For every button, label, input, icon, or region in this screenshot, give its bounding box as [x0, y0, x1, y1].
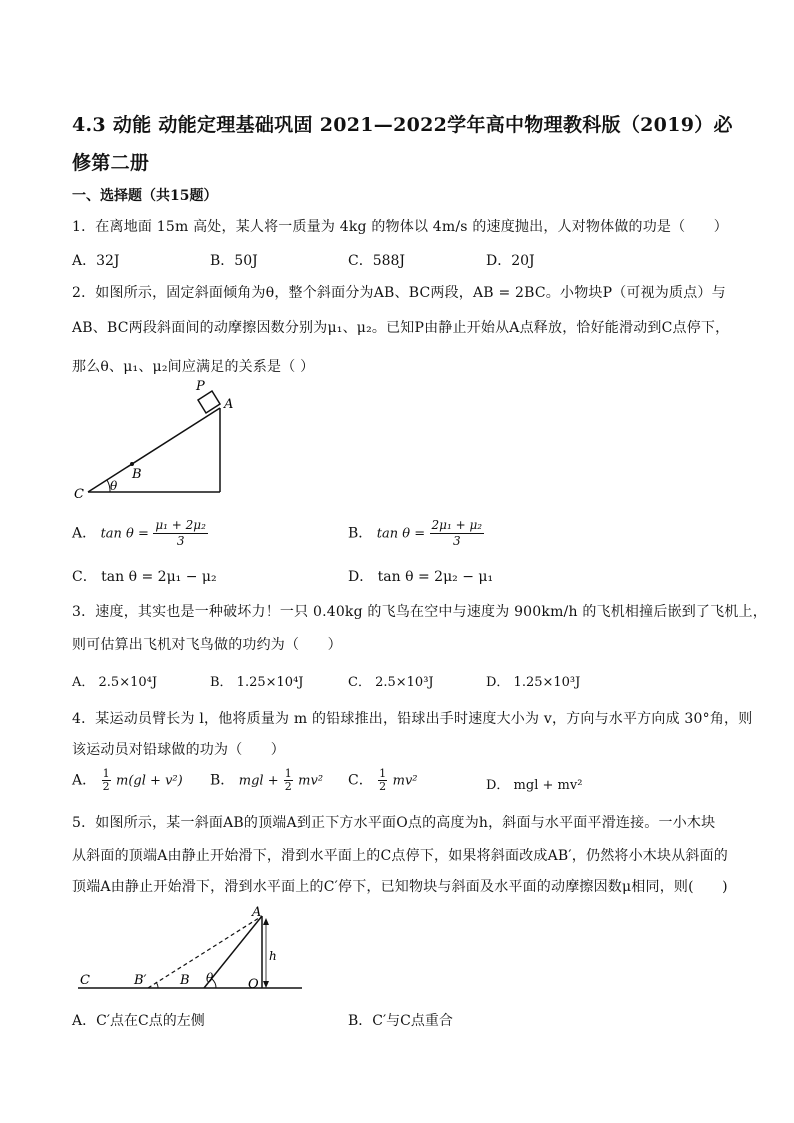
q4-option-b-numerator: 1: [284, 767, 292, 780]
q3-stem-line2: 则可估算出飞机对飞鸟做的功约为（ ）: [72, 637, 342, 653]
q2-option-c[interactable]: C． tan θ = 2μ₁ − μ₂: [72, 569, 217, 585]
q4-option-b-prefix: B．: [210, 772, 235, 789]
q4-option-c-numerator: 1: [379, 767, 387, 780]
q2-label-c: C: [74, 487, 84, 502]
q5-option-b[interactable]: B．C′与C点重合: [348, 1013, 453, 1029]
q5-stem-line1: 5．如图所示，某一斜面AB的顶端A到正下方水平面O点的高度为h，斜面与水平面平滑连接。一小木块: [72, 815, 716, 831]
q4-stem-line2: 该运动员对铅球做的功为（ ）: [72, 742, 285, 758]
q4-option-a-post: m(gl + v²): [116, 773, 183, 789]
q3-option-d[interactable]: D． 1.25×10³J: [486, 675, 581, 690]
q1-option-d[interactable]: D．20J: [486, 253, 535, 269]
q2-option-b-prefix: B．: [348, 525, 373, 542]
q5-stem-line3: 顶端A由静止开始滑下，滑到水平面上的C′停下，已知物块与斜面及水平面的动摩擦因数μ相同，则( ): [72, 879, 728, 895]
q5-label-theta: θ: [206, 971, 214, 985]
q4-option-c-fraction: [378, 768, 387, 793]
q1-option-b[interactable]: B．50J: [210, 253, 258, 269]
q4-option-a-denominator: 2: [102, 780, 110, 793]
q2-option-b-fraction: [430, 518, 485, 549]
q4-option-c-prefix: C．: [348, 772, 373, 789]
q2-option-a-lhs: tan θ =: [100, 526, 149, 542]
q5-label-b-prime: B′: [134, 973, 147, 988]
section-heading: 一、选择题（共15题）: [72, 188, 218, 204]
q3-option-b[interactable]: B． 1.25×10⁴J: [210, 675, 304, 690]
q4-stem-line1: 4．某运动员臂长为 l，他将质量为 m 的铅球推出，铅球出手时速度大小为 v，方向与水平方向成 30°角，则: [72, 711, 753, 727]
q4-option-c-post: mv²: [392, 773, 418, 789]
q4-option-a-numerator: 1: [102, 767, 110, 780]
q5-option-a[interactable]: A．C′点在C点的左侧: [72, 1013, 205, 1029]
q3-option-a[interactable]: A． 2.5×10⁴J: [72, 675, 158, 690]
q3-stem-line1: 3．速度，其实也是一种破坏力！一只 0.40kg 的飞鸟在空中与速度为 900km/h 的飞机相撞后嵌到了飞机上，: [72, 604, 767, 620]
q2-label-theta: θ: [110, 479, 118, 493]
q2-option-a-denominator: 3: [176, 534, 185, 548]
q2-incline-diagram: [70, 368, 240, 502]
q1-stem: 1．在离地面 15m 高处，某人将一质量为 4kg 的物体以 4m/s 的速度抛出，人对物体做的功是（ ）: [72, 219, 728, 235]
q2-option-b-lhs: tan θ =: [376, 526, 426, 542]
q4-option-b-denominator: 2: [284, 780, 292, 793]
q2-label-p: P: [196, 379, 205, 394]
q2-label-a: A: [224, 397, 234, 412]
q4-option-b-pre: mgl +: [238, 773, 283, 789]
q2-stem-line1: 2．如图所示，固定斜面倾角为θ，整个斜面分为AB、BC两段，AB = 2BC。小物块P（可视为质点）与: [72, 285, 726, 301]
q5-label-a: A: [252, 905, 262, 920]
q4-option-b-fraction: [284, 768, 293, 793]
q4-option-d[interactable]: D． mgl + mv²: [486, 778, 583, 793]
q2-option-b-numerator: 2μ₁ + μ₂: [431, 518, 483, 532]
q5-incline-diagram: [70, 902, 310, 994]
q2-option-b-denominator: 3: [453, 534, 461, 548]
q5-label-o: O: [248, 977, 259, 992]
q4-option-a[interactable]: [72, 768, 183, 793]
q2-option-d[interactable]: D． tan θ = 2μ₂ − μ₁: [348, 569, 494, 585]
q4-option-b[interactable]: [210, 768, 323, 793]
q4-option-b-post: mv²: [298, 773, 324, 789]
q2-option-a-fraction: [153, 518, 208, 549]
q3-option-c[interactable]: C． 2.5×10³J: [348, 675, 434, 690]
q4-option-a-fraction: [102, 768, 111, 793]
q4-option-c[interactable]: [348, 768, 418, 793]
q1-option-a[interactable]: A．32J: [72, 253, 120, 269]
q5-stem-line2: 从斜面的顶端A由静止开始滑下，滑到水平面上的C点停下，如果将斜面改成AB′，仍然将小木块从斜面的: [72, 848, 728, 864]
q2-option-a[interactable]: [72, 518, 208, 549]
q5-label-b: B: [180, 973, 190, 988]
q2-option-b[interactable]: [348, 518, 484, 549]
q5-label-c: C: [80, 973, 90, 988]
q4-option-c-denominator: 2: [379, 780, 387, 793]
q1-option-c[interactable]: C．588J: [348, 253, 406, 269]
q2-stem-line3: 那么θ、μ₁、μ₂间应满足的关系是（ ）: [72, 359, 315, 375]
page-title: 4.3 动能 动能定理基础巩固 2021—2022学年高中物理教科版（2019）必修第二册: [72, 114, 733, 174]
q2-stem-line2: AB、BC两段斜面间的动摩擦因数分别为μ₁、μ₂。已知P由静止开始从A点释放，恰好能滑动到C点停下，: [72, 320, 730, 336]
q2-option-a-prefix: A．: [72, 525, 97, 542]
q2-option-a-numerator: μ₁ + 2μ₂: [155, 518, 206, 532]
q5-label-h: h: [269, 949, 277, 963]
q4-option-a-prefix: A．: [72, 772, 97, 789]
q2-label-b: B: [132, 467, 142, 482]
